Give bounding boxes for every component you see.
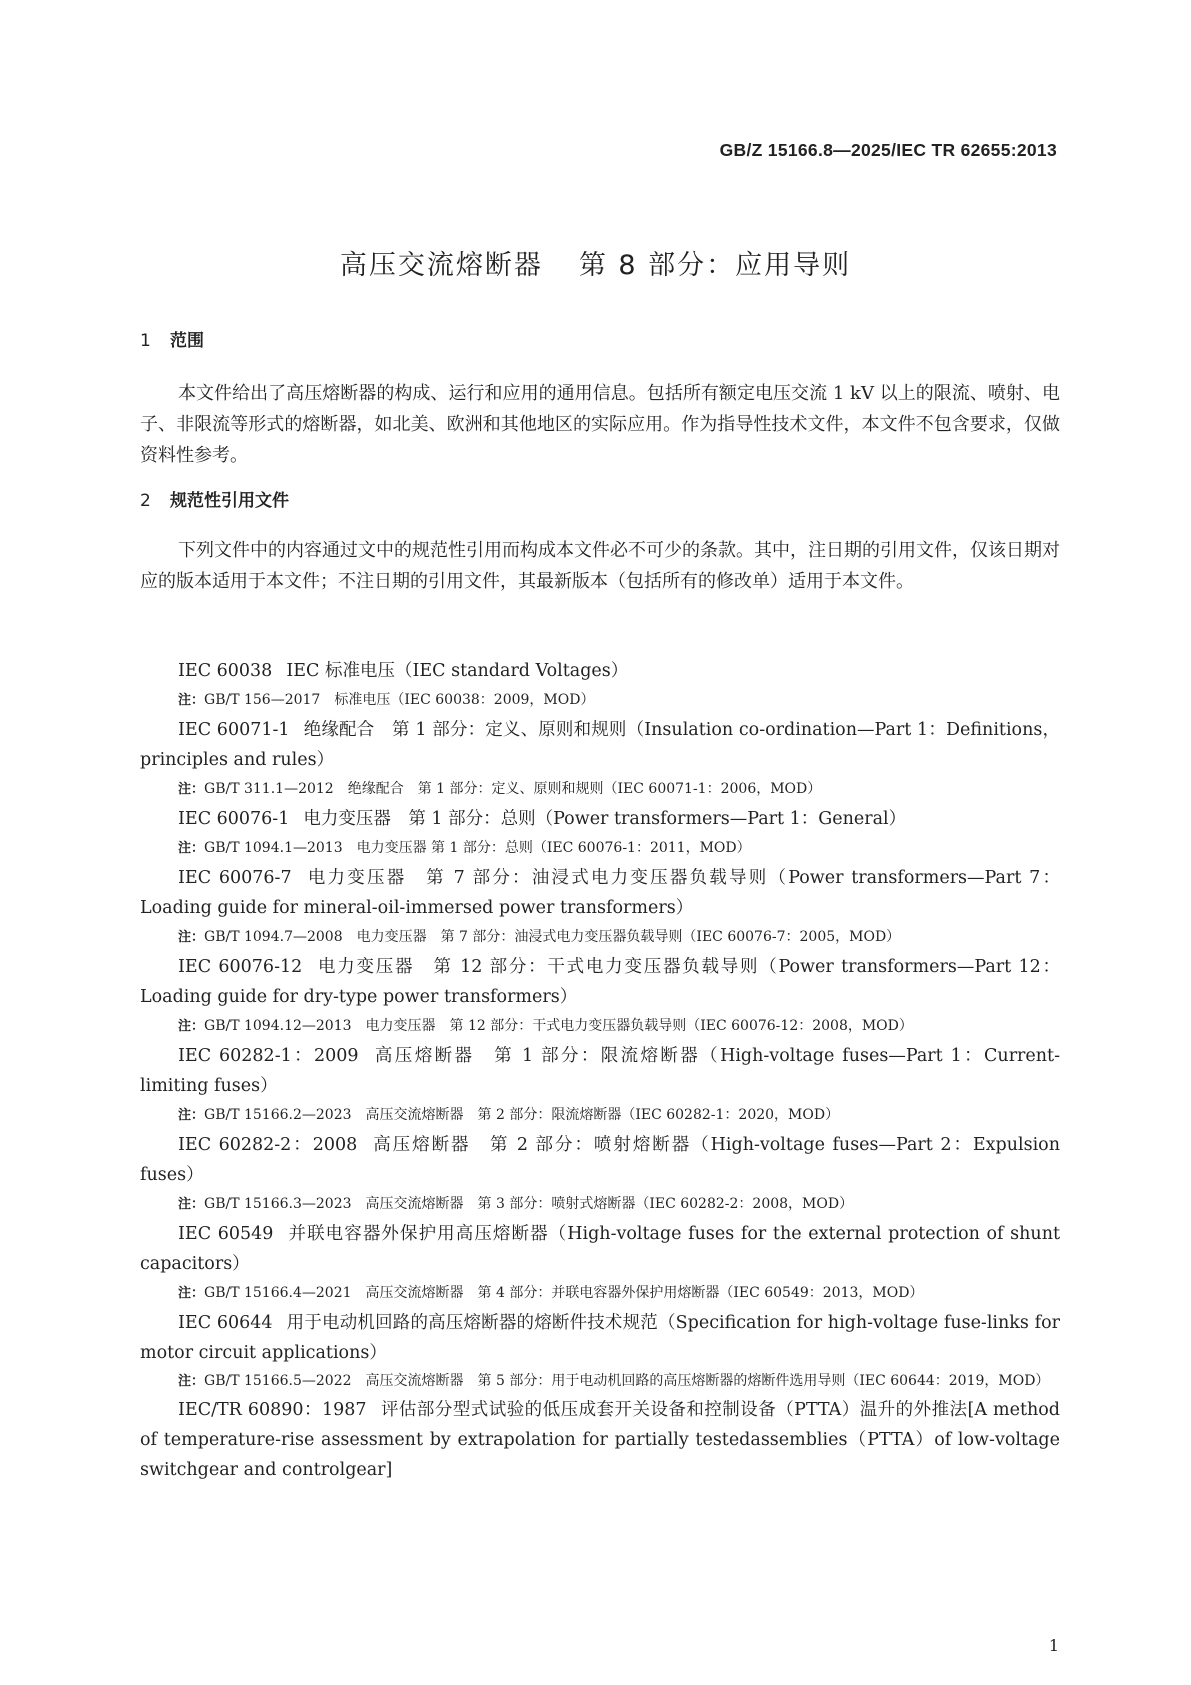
note-label: 注：: [178, 1374, 205, 1389]
reference-code: IEC/TR 60890：1987: [178, 1400, 367, 1420]
normative-intro-paragraph: 下列文件中的内容通过文中的规范性引用而构成本文件必不可少的条款。其中，注日期的引用文件，仅该日期对应的版本适用于本文件；不注日期的引用文件，其最新版本（包括所有的修改单）适用于本文件。: [140, 540, 1060, 592]
note-label: 注：: [178, 930, 205, 945]
reference-title: 电力变压器 第 12 部分：干式电力变压器负载导则（Power transformers—Part 12：Loading guide for dry-type power transformers）: [140, 957, 1060, 1007]
note-label: 注：: [178, 1108, 205, 1123]
reference-title: 绝缘配合 第 1 部分：定义、原则和规则（Insulation co-ordination—Part 1：Definitions，principles and rules）: [140, 720, 1060, 770]
reference-code: IEC 60038: [178, 661, 273, 681]
reference-code: IEC 60644: [178, 1313, 273, 1333]
reference-code: IEC 60076-1: [178, 809, 290, 829]
reference-entry: [140, 656, 1060, 686]
note-label: 注：: [178, 1019, 205, 1034]
reference-note: [140, 775, 1060, 804]
section-number: 2: [140, 491, 151, 511]
reference-title: 电力变压器 第 7 部分：油浸式电力变压器负载导则（Power transformers—Part 7：Loading guide for mineral-oil-immersed power transformers）: [140, 868, 1061, 918]
reference-entry: [140, 1219, 1060, 1279]
title-part: 第 8 部分：应用导则: [578, 250, 852, 281]
reference-note: [140, 686, 1060, 715]
reference-entry: [140, 804, 1060, 834]
title-main: 高压交流熔断器: [339, 250, 543, 281]
standard-number: GB/Z 15166.8—2025/IEC TR 62655:2013: [719, 140, 1057, 160]
reference-title: 电力变压器 第 1 部分：总则（Power transformers—Part 1：General）: [303, 809, 907, 829]
section-2-heading: [140, 486, 289, 511]
note-text: GB/T 1094.7—2008 电力变压器 第 7 部分：油浸式电力变压器负载导则（IEC 60076-7：2005，MOD）: [204, 929, 901, 945]
reference-code: IEC 60282-2：2008: [178, 1135, 358, 1155]
section-title: 规范性引用文件: [170, 491, 289, 511]
note-label: 注：: [178, 1197, 205, 1212]
reference-entry: [140, 952, 1060, 1012]
reference-list: [140, 656, 1060, 1485]
reference-title: 并联电容器外保护用高压熔断器（High-voltage fuses for the external protection of shunt capacitors）: [140, 1224, 1061, 1274]
reference-note: [140, 1368, 1060, 1395]
note-text: GB/T 156—2017 标准电压（IEC 60038：2009，MOD）: [204, 692, 595, 708]
reference-entry: [140, 1130, 1060, 1190]
note-label: 注：: [178, 841, 205, 856]
reference-entry: [140, 1041, 1060, 1101]
reference-note: [140, 1101, 1060, 1130]
note-text: GB/T 15166.2—2023 高压交流熔断器 第 2 部分：限流熔断器（IEC 60282-1：2020，MOD）: [204, 1107, 840, 1123]
reference-code: IEC 60071-1: [178, 720, 290, 740]
document-title: [0, 243, 1191, 282]
reference-title: 用于电动机回路的高压熔断器的熔断件技术规范（Specification for high-voltage fuse-links for motor circuit applications）: [140, 1313, 1061, 1363]
reference-note: [140, 1190, 1060, 1219]
reference-note: [140, 923, 1060, 952]
note-text: GB/T 15166.4—2021 高压交流熔断器 第 4 部分：并联电容器外保护用熔断器（IEC 60549：2013，MOD）: [204, 1285, 924, 1301]
reference-title: 高压熔断器 第 1 部分：限流熔断器（High-voltage fuses—Part 1：Current-limiting fuses）: [140, 1046, 1060, 1096]
note-text: GB/T 311.1—2012 绝缘配合 第 1 部分：定义、原则和规则（IEC 60071-1：2006，MOD）: [204, 781, 822, 797]
note-text: GB/T 15166.5—2022 高压交流熔断器 第 5 部分：用于电动机回路的高压熔断器的熔断件选用导则（IEC 60644：2019，MOD）: [204, 1373, 1050, 1389]
note-label: 注：: [178, 782, 205, 797]
reference-note: [140, 1012, 1060, 1041]
note-label: 注：: [178, 693, 205, 708]
section-title: 范围: [170, 331, 204, 351]
reference-entry: [140, 1395, 1060, 1485]
reference-title: 高压熔断器 第 2 部分：喷射熔断器（High-voltage fuses—Part 2：Expulsion fuses）: [140, 1135, 1060, 1185]
section-number: 1: [140, 331, 151, 351]
reference-code: IEC 60549: [178, 1224, 274, 1244]
page-number: 1: [1048, 1636, 1059, 1655]
reference-note: [140, 1279, 1060, 1308]
reference-entry: [140, 715, 1060, 775]
note-text: GB/T 1094.12—2013 电力变压器 第 12 部分：干式电力变压器负载导则（IEC 60076-12：2008，MOD）: [204, 1018, 913, 1034]
reference-entry: [140, 863, 1060, 923]
reference-code: IEC 60282-1：2009: [178, 1046, 359, 1066]
reference-code: IEC 60076-12: [178, 957, 303, 977]
note-text: GB/T 1094.1—2013 电力变压器 第 1 部分：总则（IEC 60076-1：2011，MOD）: [204, 840, 751, 856]
reference-note: [140, 834, 1060, 863]
reference-entry: [140, 1308, 1060, 1368]
reference-title: IEC 标准电压（IEC standard Voltages）: [286, 661, 629, 681]
scope-paragraph: 本文件给出了高压熔断器的构成、运行和应用的通用信息。包括所有额定电压交流 1 kV 以上的限流、喷射、电子、非限流等形式的熔断器，如北美、欧洲和其他地区的实际应用。作为指导性技术文件，本文件不包含要求，仅做资料性参考。: [140, 383, 1060, 466]
note-label: 注：: [178, 1286, 205, 1301]
section-1-heading: [140, 326, 204, 351]
reference-title: 评估部分型式试验的低压成套开关设备和控制设备（PTTA）温升的外推法[A method of temperature-rise assessment by extrapolation for partially testedassemblies（PTTA）of low-voltage switchgear and controlgear]: [140, 1400, 1060, 1480]
note-text: GB/T 15166.3—2023 高压交流熔断器 第 3 部分：喷射式熔断器（IEC 60282-2：2008，MOD）: [204, 1196, 854, 1212]
reference-code: IEC 60076-7: [178, 868, 292, 888]
